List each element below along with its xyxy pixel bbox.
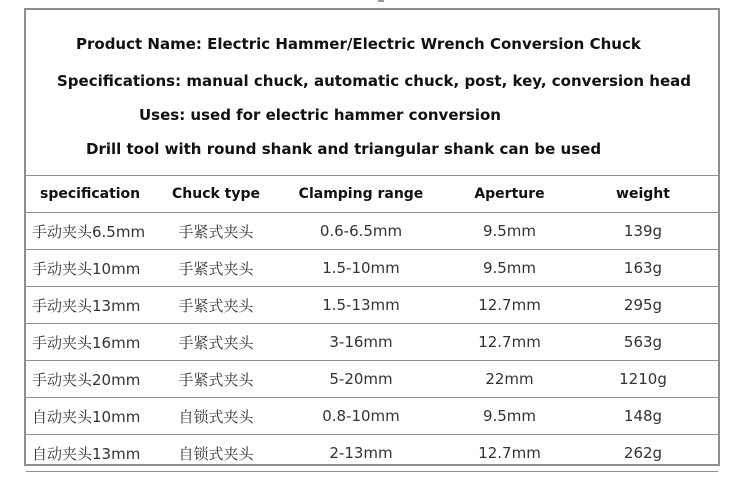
table-row	[26, 250, 718, 287]
cell-weight: 139g	[568, 213, 718, 250]
cell-specification: 手动夹头10mm	[26, 250, 161, 287]
cell-aperture: 12.7mm	[451, 287, 568, 324]
cell-chuck-type: 手紧式夹头	[161, 213, 271, 250]
table-header-row	[26, 176, 718, 213]
table-row	[26, 361, 718, 398]
spec-card	[24, 8, 720, 466]
table-row	[26, 435, 718, 472]
cell-specification: 手动夹头13mm	[26, 287, 161, 324]
cell-weight: 262g	[568, 435, 718, 472]
top-edge-mark	[378, 0, 384, 2]
cell-chuck-type: 手紧式夹头	[161, 287, 271, 324]
cell-aperture: 9.5mm	[451, 213, 568, 250]
specifications-line: Specifications: manual chuck, automatic chuck, post, key, conversion head	[57, 72, 691, 90]
table-row	[26, 287, 718, 324]
cell-chuck-type: 自锁式夹头	[161, 398, 271, 435]
table-row	[26, 324, 718, 361]
table-row	[26, 398, 718, 435]
cell-specification: 自动夹头13mm	[26, 435, 161, 472]
cell-clamping-range: 0.8-10mm	[271, 398, 451, 435]
cell-chuck-type: 手紧式夹头	[161, 250, 271, 287]
column-header-aperture: Aperture	[451, 176, 568, 213]
cell-weight: 563g	[568, 324, 718, 361]
column-header-weight: weight	[568, 176, 718, 213]
cell-clamping-range: 5-20mm	[271, 361, 451, 398]
cell-weight: 148g	[568, 398, 718, 435]
drill-note-line: Drill tool with round shank and triangular shank can be used	[86, 140, 602, 158]
cell-chuck-type: 手紧式夹头	[161, 324, 271, 361]
uses-line: Uses: used for electric hammer conversion	[139, 106, 501, 124]
cell-weight: 163g	[568, 250, 718, 287]
cell-weight: 1210g	[568, 361, 718, 398]
cell-aperture: 12.7mm	[451, 435, 568, 472]
cell-specification: 手动夹头6.5mm	[26, 213, 161, 250]
column-header-clamping-range: Clamping range	[271, 176, 451, 213]
cell-aperture: 9.5mm	[451, 250, 568, 287]
cell-clamping-range: 0.6-6.5mm	[271, 213, 451, 250]
column-header-chuck-type: Chuck type	[161, 176, 271, 213]
cell-specification: 手动夹头20mm	[26, 361, 161, 398]
table-row	[26, 213, 718, 250]
cell-chuck-type: 手紧式夹头	[161, 361, 271, 398]
cell-aperture: 22mm	[451, 361, 568, 398]
product-name-line: Product Name: Electric Hammer/Electric Wrench Conversion Chuck	[76, 35, 641, 53]
cell-clamping-range: 2-13mm	[271, 435, 451, 472]
cell-clamping-range: 1.5-10mm	[271, 250, 451, 287]
spec-table	[26, 175, 718, 472]
column-header-specification: specification	[26, 176, 161, 213]
cell-chuck-type: 自锁式夹头	[161, 435, 271, 472]
cell-weight: 295g	[568, 287, 718, 324]
cell-specification: 自动夹头10mm	[26, 398, 161, 435]
cell-specification: 手动夹头16mm	[26, 324, 161, 361]
cell-aperture: 12.7mm	[451, 324, 568, 361]
cell-clamping-range: 1.5-13mm	[271, 287, 451, 324]
cell-clamping-range: 3-16mm	[271, 324, 451, 361]
cell-aperture: 9.5mm	[451, 398, 568, 435]
